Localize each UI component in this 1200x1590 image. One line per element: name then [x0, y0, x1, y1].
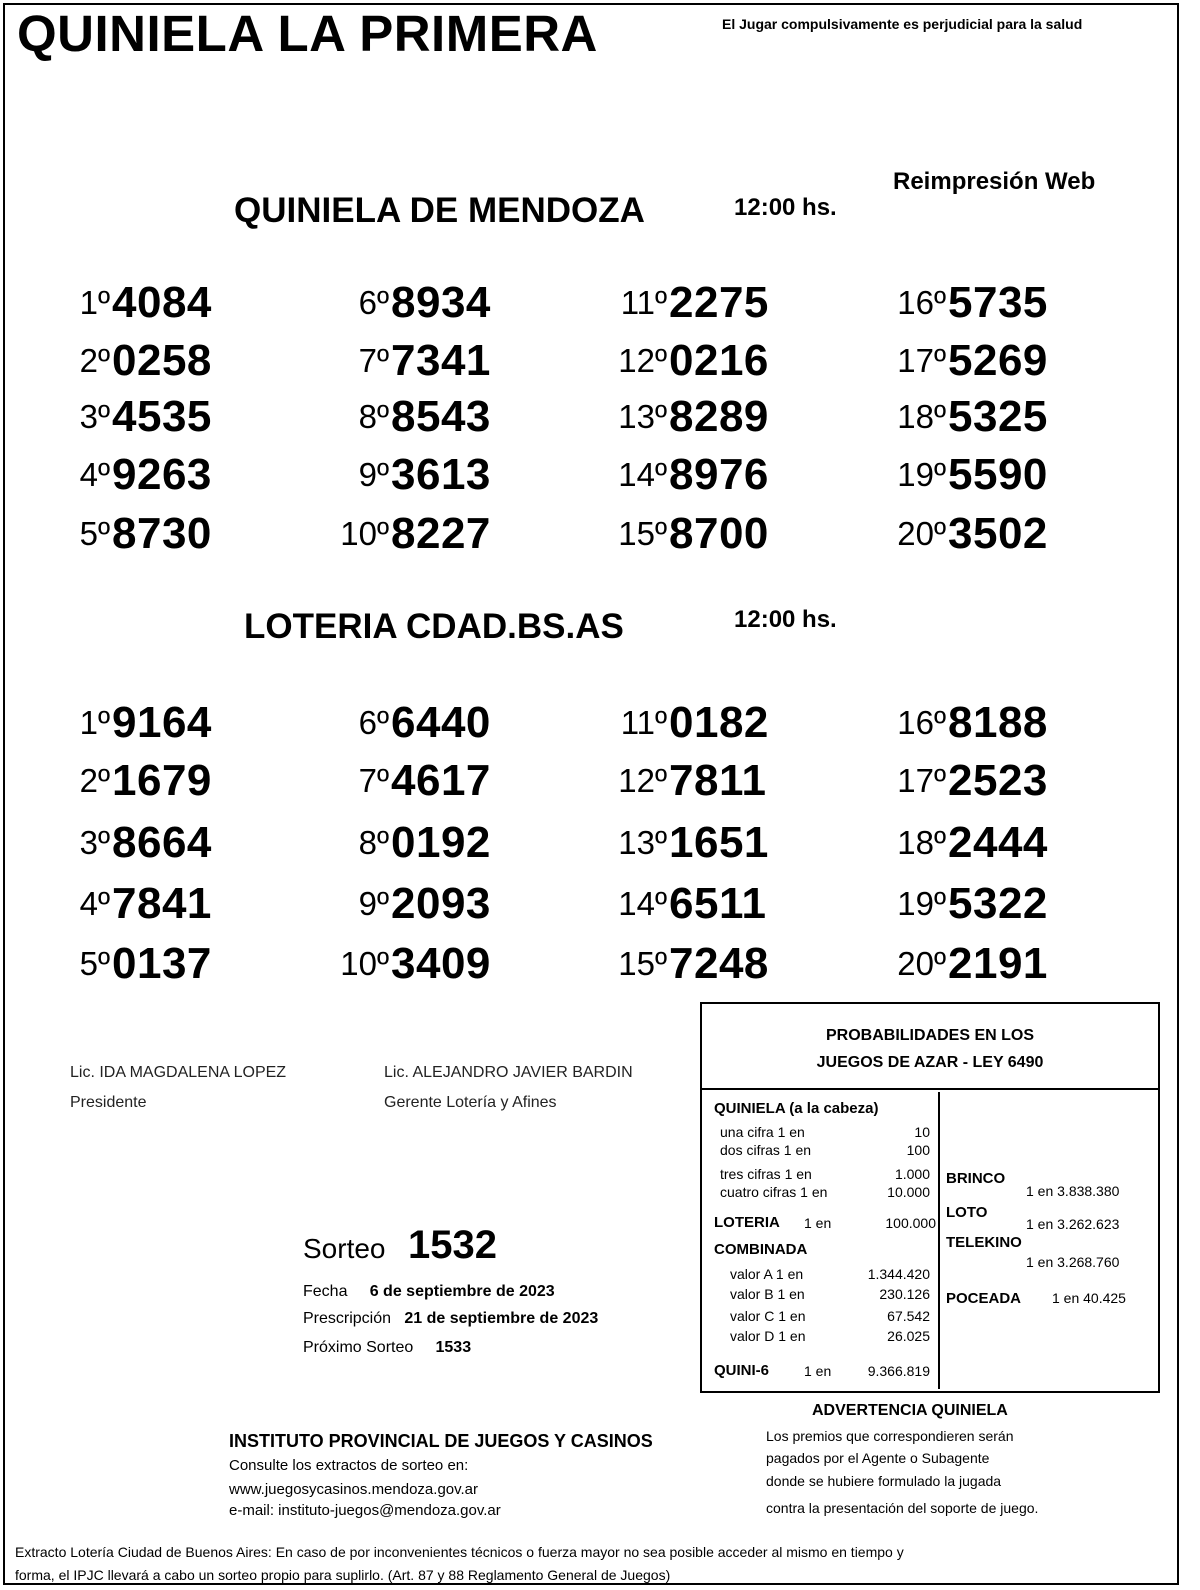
result-position: 15º [618, 515, 667, 552]
result-cell [358, 810, 551, 868]
probabilities-body [702, 1092, 1158, 1389]
institute-website[interactable]: www.juegosycasinos.mendoza.gov.ar [229, 1481, 479, 1498]
draw-expiry: 21 de septiembre de 2023 [404, 1310, 599, 1327]
probabilities-title-line2: JUEGOS DE AZAR - LEY 6490 [816, 1054, 1044, 1071]
result-number: 5269 [948, 336, 1048, 385]
result-number: 0258 [112, 336, 212, 385]
result-number: 5735 [948, 278, 1048, 327]
result-position: 11º [620, 284, 667, 321]
result-number: 2444 [948, 818, 1048, 867]
prob-value: 100 [906, 1142, 930, 1158]
result-position: 18º [897, 824, 946, 861]
result-cell [897, 384, 1108, 442]
next-draw-row [303, 1339, 471, 1357]
result-cell [618, 748, 829, 806]
signature-name: Lic. ALEJANDRO JAVIER BARDIN [384, 1064, 633, 1081]
prob-label: cuatro cifras 1 en [720, 1184, 828, 1200]
result-cell [897, 270, 1108, 328]
warning-line: pagados por el Agente o Subagente [766, 1450, 990, 1466]
loteria-prob-value: 100.000 [885, 1215, 936, 1231]
result-number: 2093 [391, 879, 491, 928]
prob-value: 230.126 [879, 1286, 930, 1302]
result-cell [79, 810, 272, 868]
result-cell [340, 501, 551, 559]
result-number: 3613 [391, 450, 491, 499]
draw-date-row [303, 1283, 555, 1301]
result-number: 5590 [948, 450, 1048, 499]
result-position: 17º [897, 342, 946, 379]
result-cell [358, 384, 551, 442]
result-cell [79, 690, 272, 748]
result-position: 1º [79, 704, 110, 741]
probabilities-header [702, 1004, 1158, 1090]
poceada-prob-value: 1 en 40.425 [1052, 1290, 1126, 1306]
result-cell [79, 270, 272, 328]
quini6-prob-value: 9.366.819 [867, 1363, 930, 1379]
draw-label: Sorteo [303, 1233, 386, 1264]
result-number: 2275 [669, 278, 769, 327]
result-position: 19º [897, 456, 946, 493]
institute-email[interactable]: e-mail: instituto-juegos@mendoza.gov.ar [229, 1502, 501, 1519]
result-number: 9164 [112, 698, 212, 747]
result-position: 7º [358, 762, 389, 799]
next-draw-label: Próximo Sorteo [303, 1339, 414, 1356]
result-cell [897, 871, 1108, 929]
probabilities-box [700, 1002, 1160, 1393]
result-number: 8227 [391, 509, 491, 558]
result-number: 5325 [948, 392, 1048, 441]
prob-label: valor B 1 en [730, 1286, 805, 1302]
result-cell [79, 748, 272, 806]
next-draw-number: 1533 [435, 1339, 472, 1356]
page-title: QUINIELA LA PRIMERA [17, 5, 598, 62]
result-position: 13º [618, 824, 667, 861]
result-position: 14º [618, 456, 667, 493]
draw-expiry-row [303, 1310, 598, 1328]
loteria-prob-en: 1 en [804, 1215, 832, 1231]
quini6-prob-label: QUINI-6 [714, 1362, 770, 1379]
result-number: 0182 [669, 698, 769, 747]
result-position: 16º [897, 284, 946, 321]
telekino-prob-value: 1 en 3.268.760 [1026, 1254, 1120, 1270]
result-cell [897, 501, 1108, 559]
result-number: 2523 [948, 756, 1048, 805]
institute-line: Consulte los extractos de sorteo en: [229, 1457, 469, 1474]
result-position: 15º [618, 945, 667, 982]
result-cell [358, 270, 551, 328]
result-position: 5º [79, 945, 110, 982]
result-cell [897, 690, 1108, 748]
result-cell [340, 931, 551, 989]
result-cell [358, 871, 551, 929]
result-cell [897, 931, 1108, 989]
result-cell [618, 871, 829, 929]
result-number: 6440 [391, 698, 491, 747]
result-position: 3º [79, 398, 110, 435]
signature-role: Presidente [70, 1094, 147, 1111]
result-number: 8976 [669, 450, 769, 499]
telekino-prob-label: TELEKINO [946, 1234, 1022, 1251]
result-cell [79, 328, 272, 386]
brinco-prob-value: 1 en 3.838.380 [1026, 1183, 1120, 1199]
result-number: 0137 [112, 939, 212, 988]
result-cell [897, 748, 1108, 806]
footer-note-line1: Extracto Lotería Ciudad de Buenos Aires: En caso de por inconvenientes técnicos o fuerza mayor no sea posible acceder al mismo en tiempo y [15, 1544, 904, 1560]
result-cell [897, 328, 1108, 386]
result-cell [79, 384, 272, 442]
result-cell [620, 270, 829, 328]
result-number: 6511 [669, 879, 767, 928]
result-number: 5322 [948, 879, 1048, 928]
mendoza-time: 12:00 hs. [734, 194, 837, 221]
result-cell [620, 690, 829, 748]
prob-label: una cifra 1 en [720, 1124, 805, 1140]
result-cell [358, 442, 551, 500]
result-position: 14º [618, 885, 667, 922]
result-number: 8934 [391, 278, 491, 327]
result-number: 4535 [112, 392, 212, 441]
result-number: 3502 [948, 509, 1048, 558]
reprint-label: Reimpresión Web [893, 168, 1096, 195]
result-number: 8188 [948, 698, 1048, 747]
warning-title: ADVERTENCIA QUINIELA [812, 1402, 1008, 1419]
result-number: 7341 [391, 336, 491, 385]
bsas-time: 12:00 hs. [734, 606, 837, 633]
result-position: 6º [358, 704, 389, 741]
result-number: 3409 [391, 939, 491, 988]
draw-date-label: Fecha [303, 1283, 348, 1300]
result-position: 5º [79, 515, 110, 552]
health-warning: El Jugar compulsivamente es perjudicial para la salud [722, 16, 1083, 32]
result-cell [79, 501, 272, 559]
loto-prob-label: LOTO [946, 1204, 988, 1221]
result-position: 4º [79, 885, 110, 922]
poceada-prob-label: POCEADA [946, 1290, 1022, 1307]
result-cell [358, 328, 551, 386]
prob-label: valor A 1 en [730, 1266, 804, 1282]
result-number: 8543 [391, 392, 491, 441]
signature-name: Lic. IDA MAGDALENA LOPEZ [70, 1064, 287, 1081]
probabilities-title-line1: PROBABILIDADES EN LOS [825, 1027, 1034, 1044]
warning-line: Los premios que correspondieren serán [766, 1428, 1014, 1444]
draw-date: 6 de septiembre de 2023 [369, 1283, 555, 1300]
prob-label: valor C 1 en [730, 1308, 806, 1324]
result-cell [897, 442, 1108, 500]
prob-label: valor D 1 en [730, 1328, 806, 1344]
prob-value: 26.025 [887, 1328, 930, 1344]
result-number: 1679 [112, 756, 212, 805]
result-position: 9º [358, 456, 389, 493]
result-position: 10º [340, 945, 389, 982]
column-divider [938, 1092, 940, 1389]
result-cell [618, 810, 829, 868]
signature-role: Gerente Lotería y Afines [384, 1094, 557, 1111]
result-position: 12º [618, 342, 667, 379]
result-position: 18º [897, 398, 946, 435]
result-position: 17º [897, 762, 946, 799]
result-number: 0216 [669, 336, 769, 385]
result-cell [618, 931, 829, 989]
result-position: 19º [897, 885, 946, 922]
quini6-prob-en: 1 en [804, 1363, 832, 1379]
combinada-prob-title: COMBINADA [714, 1241, 808, 1258]
result-cell [79, 871, 272, 929]
prob-value: 10.000 [887, 1184, 930, 1200]
result-position: 8º [358, 398, 389, 435]
result-position: 9º [358, 885, 389, 922]
prob-label: dos cifras 1 en [720, 1142, 812, 1158]
result-position: 1º [79, 284, 110, 321]
result-position: 3º [79, 824, 110, 861]
draw-expiry-label: Prescripción [303, 1310, 392, 1327]
result-position: 6º [358, 284, 389, 321]
mendoza-title: QUINIELA DE MENDOZA [234, 191, 645, 230]
loto-prob-value: 1 en 3.262.623 [1026, 1216, 1120, 1232]
quiniela-prob-title: QUINIELA (a la cabeza) [714, 1100, 879, 1117]
result-number: 8730 [112, 509, 212, 558]
result-number: 4617 [391, 756, 491, 805]
prob-value: 67.542 [887, 1308, 930, 1324]
result-position: 12º [618, 762, 667, 799]
result-number: 2191 [948, 939, 1048, 988]
result-position: 10º [340, 515, 389, 552]
result-position: 20º [897, 945, 946, 982]
result-number: 7811 [669, 756, 767, 805]
result-number: 0192 [391, 818, 491, 867]
result-cell [79, 931, 272, 989]
result-number: 7248 [669, 939, 769, 988]
result-cell [897, 810, 1108, 868]
institute-title: INSTITUTO PROVINCIAL DE JUEGOS Y CASINOS [229, 1431, 653, 1451]
prob-label: tres cifras 1 en [720, 1166, 812, 1182]
result-cell [618, 442, 829, 500]
result-cell [79, 442, 272, 500]
prob-value: 10 [914, 1124, 930, 1140]
result-position: 4º [79, 456, 110, 493]
warning-line: donde se hubiere formulado la jugada [766, 1473, 1002, 1489]
brinco-prob-label: BRINCO [946, 1170, 1006, 1187]
result-number: 1651 [669, 818, 769, 867]
result-position: 16º [897, 704, 946, 741]
result-cell [618, 501, 829, 559]
result-position: 2º [79, 342, 110, 379]
result-number: 7841 [112, 879, 212, 928]
result-position: 13º [618, 398, 667, 435]
result-position: 8º [358, 824, 389, 861]
result-position: 2º [79, 762, 110, 799]
result-position: 20º [897, 515, 946, 552]
result-cell [358, 690, 551, 748]
result-position: 11º [620, 704, 667, 741]
result-cell [618, 384, 829, 442]
result-cell [358, 748, 551, 806]
result-number: 8664 [112, 818, 212, 867]
warning-line: contra la presentación del soporte de juego. [766, 1500, 1039, 1516]
result-number: 8289 [669, 392, 769, 441]
result-number: 8700 [669, 509, 769, 558]
prob-value: 1.000 [894, 1166, 930, 1182]
loteria-prob-label: LOTERIA [714, 1214, 780, 1231]
result-number: 9263 [112, 450, 212, 499]
bsas-title: LOTERIA CDAD.BS.AS [244, 607, 624, 646]
result-number: 4084 [112, 278, 212, 327]
prob-value: 1.344.420 [867, 1266, 930, 1282]
footer-note-line2: forma, el IPJC llevará a cabo un sorteo propio para suplirlo. (Art. 87 y 88 Reglamento General de Juegos) [15, 1567, 671, 1583]
result-cell [618, 328, 829, 386]
draw-number: 1532 [408, 1223, 497, 1267]
result-position: 7º [358, 342, 389, 379]
